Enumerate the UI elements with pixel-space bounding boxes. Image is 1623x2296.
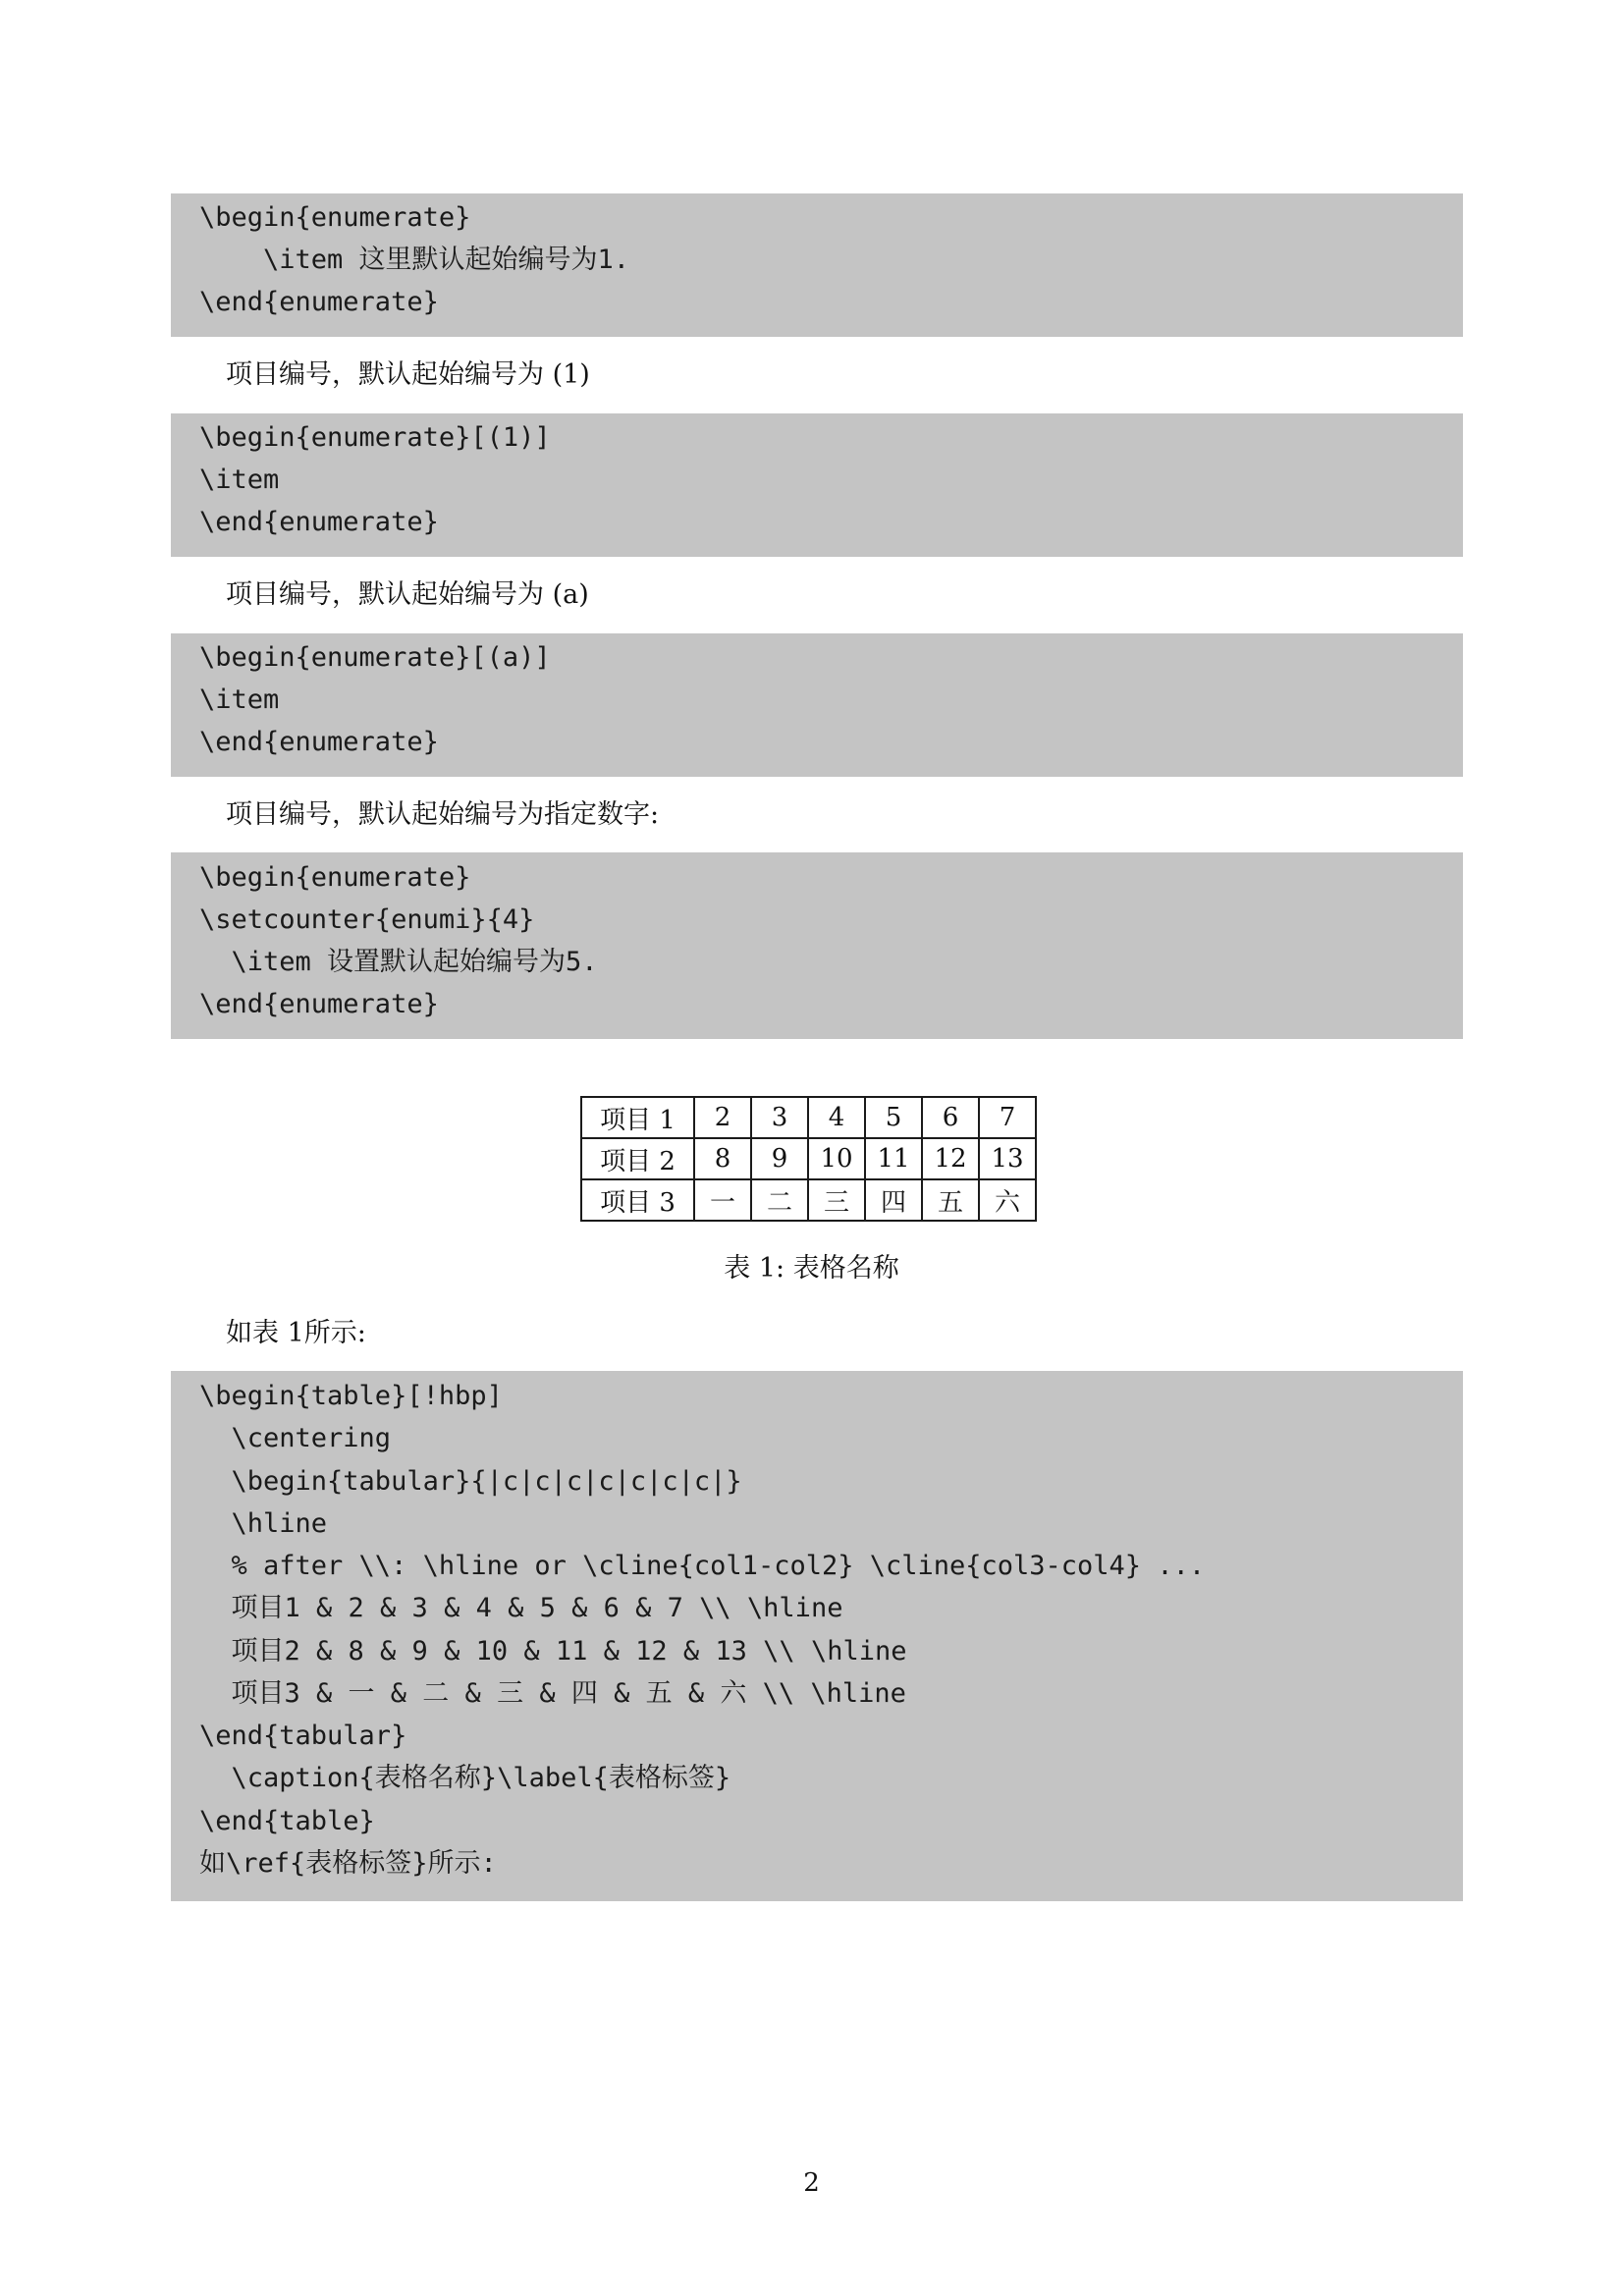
- code-line: \item 设置默认起始编号为5.: [199, 947, 598, 977]
- table-cell: 项目 3: [581, 1179, 694, 1221]
- code-line: \begin{enumerate}: [199, 862, 471, 893]
- page-number: 2: [803, 2168, 820, 2198]
- code-block-enumerate-alpha: [171, 633, 1463, 777]
- table-cell: 项目 1: [581, 1097, 694, 1138]
- code-block-table-source: [171, 1371, 1463, 1901]
- table-cell: 11: [865, 1138, 922, 1179]
- table-cell: 项目 2: [581, 1138, 694, 1179]
- code-line: 项目2 & 8 & 9 & 10 & 11 & 12 & 13 \\ \hline: [199, 1636, 907, 1667]
- table-cell: 2: [694, 1097, 751, 1138]
- paragraph-numbering-a: 项目编号，默认起始编号为 (a): [226, 579, 589, 610]
- code-line: \end{enumerate}: [199, 989, 439, 1019]
- table-cell: 9: [751, 1138, 808, 1179]
- table-cell: 五: [922, 1179, 979, 1221]
- sample-table: [580, 1096, 1037, 1222]
- code-block-enumerate-setcounter: [171, 852, 1463, 1039]
- code-line: \begin{enumerate}: [199, 202, 471, 233]
- paragraph-numbering-1: 项目编号，默认起始编号为 (1): [226, 359, 590, 390]
- table-cell: 6: [922, 1097, 979, 1138]
- paragraph-numbering-custom: 项目编号，默认起始编号为指定数字:: [226, 799, 660, 830]
- code-line: \centering: [199, 1423, 392, 1453]
- table-cell: 4: [808, 1097, 865, 1138]
- code-line: 如\ref{表格标签}所示:: [199, 1848, 497, 1879]
- code-line: \end{tabular}: [199, 1721, 407, 1751]
- table-cell: 5: [865, 1097, 922, 1138]
- table-cell: 13: [979, 1138, 1036, 1179]
- table-cell: 7: [979, 1097, 1036, 1138]
- table-cell: 四: [865, 1179, 922, 1221]
- code-line: \item: [199, 465, 280, 495]
- code-line: \item 这里默认起始编号为1.: [199, 245, 630, 275]
- code-block-enumerate-paren: [171, 413, 1463, 557]
- code-line: \end{enumerate}: [199, 507, 439, 537]
- table-caption: 表 1: 表格名称: [724, 1253, 899, 1284]
- code-line: 项目3 & 一 & 二 & 三 & 四 & 五 & 六 \\ \hline: [199, 1678, 906, 1709]
- table-cell: 一: [694, 1179, 751, 1221]
- code-line: \caption{表格名称}\label{表格标签}: [199, 1763, 731, 1793]
- table-cell: 六: [979, 1179, 1036, 1221]
- table-cell: 12: [922, 1138, 979, 1179]
- code-line: \hline: [199, 1508, 328, 1539]
- code-line: \begin{enumerate}[(a)]: [199, 642, 551, 673]
- table-row: [581, 1179, 1036, 1221]
- code-line: \begin{enumerate}[(1)]: [199, 422, 551, 453]
- table-row: [581, 1138, 1036, 1179]
- table-cell: 8: [694, 1138, 751, 1179]
- table-cell: 3: [751, 1097, 808, 1138]
- code-line: \end{enumerate}: [199, 727, 439, 757]
- table-cell: 三: [808, 1179, 865, 1221]
- paragraph-table-ref: 如表 1所示:: [226, 1318, 366, 1348]
- code-line: \item: [199, 684, 280, 715]
- table-cell: 二: [751, 1179, 808, 1221]
- code-block-enumerate-default: [171, 193, 1463, 337]
- code-line: \begin{tabular}{|c|c|c|c|c|c|c|}: [199, 1466, 742, 1497]
- table-row: [581, 1097, 1036, 1138]
- code-line: \begin{table}[!hbp]: [199, 1381, 503, 1411]
- code-line: 项目1 & 2 & 3 & 4 & 5 & 6 & 7 \\ \hline: [199, 1593, 843, 1623]
- code-line: % after \\: \hline or \cline{col1-col2} \cline{col3-col4} ...: [199, 1551, 1206, 1581]
- table-cell: 10: [808, 1138, 865, 1179]
- code-line: \end{enumerate}: [199, 287, 439, 317]
- code-line: \end{table}: [199, 1806, 375, 1836]
- code-line: \setcounter{enumi}{4}: [199, 904, 535, 935]
